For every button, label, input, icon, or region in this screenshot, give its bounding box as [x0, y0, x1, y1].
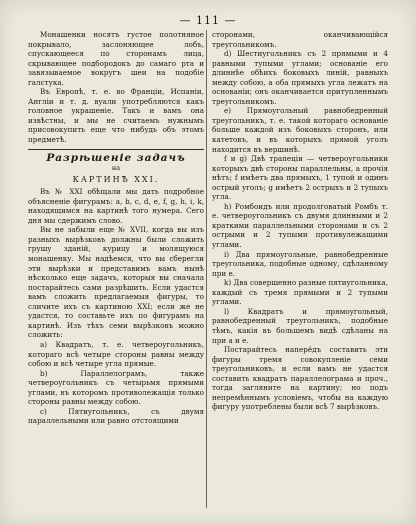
list-item: a) Квадратъ, т. е. четвероугольникъ, котораго всѣ четыре стороны равны между собою и всѣ четыре угла прямые.: [28, 339, 204, 369]
right-column: [212, 30, 388, 412]
paragraph: Монашенки носятъ густое полотняное покрывало, заслоняющее лобъ, спускающееся по сторонамъ лица, скрывающее подбородокъ до самаго рта и завязываемое вокругъ шеи на подобіе галстука.: [28, 30, 204, 87]
paragraph: Постарайтесь наперёдъ составить эти фигуры тремя совокупленіе семи треугольниковъ, и если вамъ не удастся составить квадратъ параллелограма и проч., тогда загляните на картину; но подъ непремѣннымъ условіемъ, чтобы на каждую фигуру употреблены были всѣ 7 вырѣзковъ.: [212, 345, 388, 412]
section-heading-card: КАРТИНѢ XXI.: [72, 174, 160, 184]
list-item: i) Два прямоугольные, равнобедренные треугольника, подобные одному, сдѣланному при e.: [212, 249, 388, 278]
left-column: [28, 30, 204, 426]
page-number: — 111 —: [179, 14, 237, 27]
list-item: f и g) Двѣ трапеціи — четвероугольники которыхъ двѣ стороны параллельны, а прочія нѣтъ; f имѣетъ два прямыхъ, 1 тупой и одинъ острый уголъ; g имѣетъ 2 острыхъ и 2 тупыхъ угла.: [212, 154, 388, 202]
list-item: k) Два совершенно разные пятиугольника, каждый съ тремя прямыми и 2 тупыми углами.: [212, 278, 388, 307]
paragraph: Вы не забыли еще № XVII, когда вы изъ разныхъ вырѣзковъ должны были сложить грушу зданій, курицу и молящуюся монашенку. Мы надѣемся, что вы сберегли эти вырѣзки и представимъ вамъ нынѣ нѣсколько еще задачъ, которыя вы сначала постарайтесь сами разрѣшить. Если удастся вамъ сложить предлагаемыя фигуры, то сличите ихъ съ картиною XXI; если же не удастся, то составьте ихъ по фигурамъ на картинѣ. Изъ тѣхъ семи вырѣзковъ можно сложить:: [28, 225, 204, 340]
paragraph: Въ Европѣ, т. е. во Франціи, Испаніи, Англіи и т. д. вуали употребляются какъ головное украшеніе. Такъ и вамъ она извѣстны, и мы не считаемъ нужнымъ присовокупить еще что нибудь объ этомъ предметѣ.: [28, 87, 204, 145]
list-item: d) Шестиугольникъ съ 2 прямыми и 4 равными тупыми углами; основаніе его длиннѣе обѣихъ боковыхъ линій, равныхъ между собою, а оба прямыхъ угла лежатъ на основаніи; онъ оканчивается притупленнымъ треугольникомъ.: [212, 49, 388, 106]
section-divider: [28, 149, 204, 150]
paragraph: Въ № XXI обѣщали мы дать подробное объясненіе фигурамъ: a, b, c, d, e, f, g, h, i, k, находящимся на картинѣ того нумера. Сего дня мы сдержимъ слово.: [28, 187, 204, 225]
list-item: e) Прямоугольный равнобедренный треугольникъ, т. е. такой котораго основаніе больше каждой изъ боковыхъ сторонъ, или катетовъ, и въ которыхъ прямой уголъ находится въ вершинѣ.: [212, 106, 388, 154]
column-divider: [206, 30, 207, 508]
paragraph: сторонами, оканчивающійся треугольникомъ.: [212, 30, 388, 49]
list-item: b) Параллелограмъ, также четвероугольникъ съ четырьмя прямыми углами, въ которомъ противолежащія только стороны равны между собою.: [28, 368, 204, 407]
list-item: h) Ромбоидъ или продолговатый Ромбъ т. е. четвероугольникъ съ двумя длинными и 2 краткими параллельными сторонами и съ 2 острыми и 2 тупыми противулежащими углами.: [212, 201, 388, 250]
section-heading-sub: на: [111, 164, 121, 173]
list-item: c) Пятиугольникъ, съ двумя параллельными или равно отстоящими: [28, 406, 204, 426]
section-heading: Разрѣшеніе задачъ: [46, 151, 186, 164]
list-item: l) Квадратъ и прямоугольный, равнобедренный треугольникъ, подобные тѣмъ, какія въ большемъ видѣ сдѣланы на при a и e.: [212, 306, 388, 345]
